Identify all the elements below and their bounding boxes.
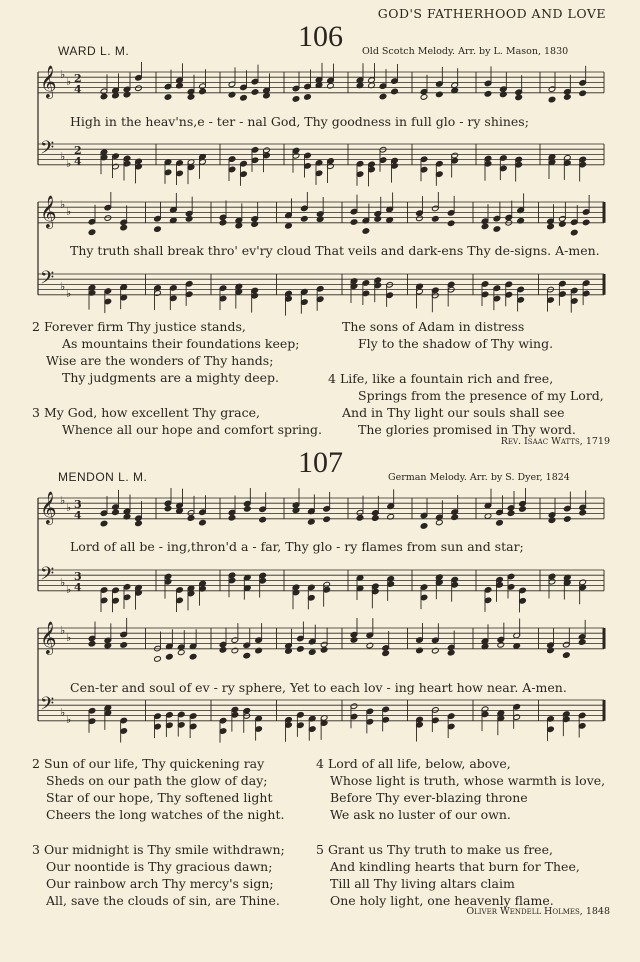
note-head — [112, 92, 120, 99]
stanzas-right: The sons of Adam in distress Fly to the shadow of Thy wing. 4 Life, like a fountain rich and free, Springs from the presence of my Lord, And in Thy light our souls shall see The glories promised in Thy word. — [328, 319, 604, 437]
note-head — [559, 221, 567, 228]
note-head — [123, 91, 131, 98]
note-head — [420, 94, 428, 101]
flat-icon: ♭ — [60, 624, 66, 637]
flat-icon: ♭ — [60, 494, 66, 507]
stanzas-left: 2 Sun of our life, Thy quickening ray Sheds on our path the glow of day; Star of our hope, Thy softened light Cheers the long watches of the night. 3 Our midnight is Thy smile withdrawn; Our noontide is Thy gracious dawn; Our rainbow arch Thy mercy's sign; All, save the clouds of sin, are Thine. — [32, 756, 285, 908]
treble-clef-icon: 𝄞 — [40, 621, 57, 654]
flat-icon: ♭ — [66, 157, 72, 170]
time-signature-bottom: 4 — [74, 155, 82, 168]
note-head — [382, 650, 390, 657]
flat-icon: ♭ — [66, 501, 72, 514]
note-head — [185, 216, 193, 223]
flat-icon: ♭ — [66, 205, 72, 218]
note-head — [244, 506, 252, 513]
hymn-number: 107 — [298, 446, 343, 479]
note-head — [88, 229, 96, 236]
note-head — [416, 215, 424, 222]
flat-icon: ♭ — [60, 198, 66, 211]
note-head — [436, 91, 444, 98]
tune-credit: Old Scotch Melody. Arr. by L. Mason, 1830 — [362, 46, 569, 57]
note-head — [199, 88, 207, 95]
note-head — [507, 510, 515, 517]
note-head — [308, 649, 316, 656]
lyric-line: Cen-ter and soul of ev - ry sphere, Yet to each lov - ing heart how near. A-men. — [70, 680, 567, 695]
note-head — [164, 94, 172, 101]
note-head — [297, 646, 305, 653]
note-head — [228, 514, 236, 521]
note-head — [356, 515, 364, 522]
treble-clef-icon: 𝄞 — [40, 65, 57, 98]
note-head — [219, 647, 227, 654]
note-head — [496, 520, 504, 527]
stanzas-left: 2 Forever firm Thy justice stands, As mountains their foundations keep; Wise are the wonders of Thy hands; Thy judgments are a mighty deep. 3 My God, how excellent Thy grace, Whence all our hope and comfort spring. — [32, 319, 323, 437]
note-head — [379, 93, 387, 100]
note-head — [259, 516, 267, 523]
note-head — [164, 505, 172, 512]
note-head — [135, 85, 143, 92]
note-head — [500, 91, 508, 98]
treble-clef-icon: 𝄞 — [40, 491, 57, 524]
tune-credit: German Melody. Arr. by S. Dyer, 1824 — [388, 472, 570, 483]
running-header: GOD'S FATHERHOOD AND LOVE — [377, 6, 606, 21]
note-head — [219, 219, 227, 226]
note-head — [579, 509, 587, 516]
note-head — [240, 95, 248, 102]
note-head — [420, 523, 428, 530]
note-head — [177, 649, 185, 656]
note-head — [316, 216, 324, 223]
note-head — [391, 88, 399, 95]
note-head — [154, 226, 162, 233]
flat-icon: ♭ — [66, 287, 72, 300]
note-head — [447, 649, 455, 656]
flat-icon: ♭ — [66, 75, 72, 88]
note-head — [231, 647, 239, 654]
tune-name: WARD L. M. — [58, 44, 130, 58]
note-head — [350, 219, 358, 226]
note-head — [100, 520, 108, 527]
note-head — [372, 515, 380, 522]
note-head — [578, 639, 586, 646]
time-signature-bottom: 4 — [74, 581, 82, 594]
note-head — [88, 640, 96, 647]
note-head — [493, 226, 501, 233]
tune-name: MENDON L. M. — [58, 470, 148, 484]
note-head — [285, 223, 293, 230]
note-head — [308, 519, 316, 526]
note-head — [304, 94, 312, 101]
note-head — [323, 516, 331, 523]
note-head — [547, 647, 555, 654]
note-head — [301, 215, 309, 222]
bass-clef-icon: 𝄢 — [40, 564, 55, 589]
lyric-line: Lord of all be - ing,thron'd a - far, Thy glo - ry flames from sun and star; — [70, 539, 524, 554]
note-head — [251, 221, 259, 228]
treble-clef-icon: 𝄞 — [40, 195, 57, 228]
flat-icon: ♭ — [66, 713, 72, 726]
flat-icon: ♭ — [60, 150, 66, 163]
note-head — [154, 656, 162, 663]
bass-clef-icon: 𝄢 — [40, 138, 55, 163]
note-head — [547, 223, 555, 230]
note-head — [263, 92, 271, 99]
note-head — [350, 637, 358, 644]
note-head — [436, 519, 444, 526]
note-head — [564, 94, 572, 101]
note-head — [189, 653, 197, 660]
note-head — [187, 515, 195, 522]
note-head — [135, 520, 143, 527]
time-signature-top: 2 — [74, 144, 82, 157]
note-head — [120, 224, 128, 231]
flat-icon: ♭ — [66, 631, 72, 644]
lyric-line: Thy truth shall break thro' ev'ry cloud That veils and dark-ens Thy de-signs. A-men. — [70, 243, 600, 258]
note-head — [570, 229, 578, 236]
flat-icon: ♭ — [66, 583, 72, 596]
note-head — [112, 509, 120, 516]
note-head — [166, 653, 174, 660]
flat-icon: ♭ — [60, 576, 66, 589]
note-head — [481, 223, 489, 230]
note-head — [243, 652, 251, 659]
note-head — [416, 647, 424, 654]
bass-clef-icon: 𝄢 — [40, 694, 55, 719]
flat-icon: ♭ — [60, 68, 66, 81]
note-head — [374, 216, 382, 223]
note-head — [497, 642, 505, 649]
author-credit: Rev. Isaac Watts, 1719 — [500, 436, 610, 447]
hymn-number: 106 — [298, 20, 343, 53]
note-head — [251, 89, 259, 96]
note-head — [582, 219, 590, 226]
note-head — [432, 216, 440, 223]
flat-icon: ♭ — [60, 280, 66, 293]
note-head — [235, 222, 243, 229]
note-head — [120, 642, 128, 649]
note-head — [447, 220, 455, 227]
note-head — [579, 90, 587, 97]
note-head — [100, 93, 108, 100]
note-head — [255, 647, 263, 654]
stanzas-right: 4 Lord of all life, below, above, Whose light is truth, whose warmth is love, Before Thy ever-blazing throne We ask no luster of our own. 5 Grant us Thy truth to make us free, And kindling hearts that burn for Thee, Till all Thy living altars claim One holy light, one heavenly flame. — [316, 756, 606, 908]
note-head — [451, 514, 459, 521]
note-head — [104, 215, 112, 222]
note-head — [519, 506, 527, 513]
note-head — [564, 516, 572, 523]
time-signature-bottom: 4 — [74, 509, 82, 522]
time-signature-top: 2 — [74, 72, 82, 85]
note-head — [292, 96, 300, 103]
note-head — [327, 83, 335, 90]
time-signature-top: 3 — [74, 570, 82, 583]
lyric-line: High in the heav'ns,e - ter - nal God, Thy goodness in full glo - ry shines; — [70, 114, 529, 129]
author-credit: Oliver Wendell Holmes, 1848 — [466, 906, 610, 917]
note-head — [199, 519, 207, 526]
time-signature-bottom: 4 — [74, 83, 82, 96]
bass-clef-icon: 𝄢 — [40, 268, 55, 293]
note-head — [548, 517, 556, 524]
note-head — [320, 647, 328, 654]
time-signature-top: 3 — [74, 498, 82, 511]
note-head — [187, 94, 195, 101]
note-head — [563, 652, 571, 659]
note-head — [515, 94, 523, 101]
note-head — [548, 96, 556, 103]
flat-icon: ♭ — [60, 706, 66, 719]
note-head — [362, 228, 370, 235]
note-head — [484, 91, 492, 98]
